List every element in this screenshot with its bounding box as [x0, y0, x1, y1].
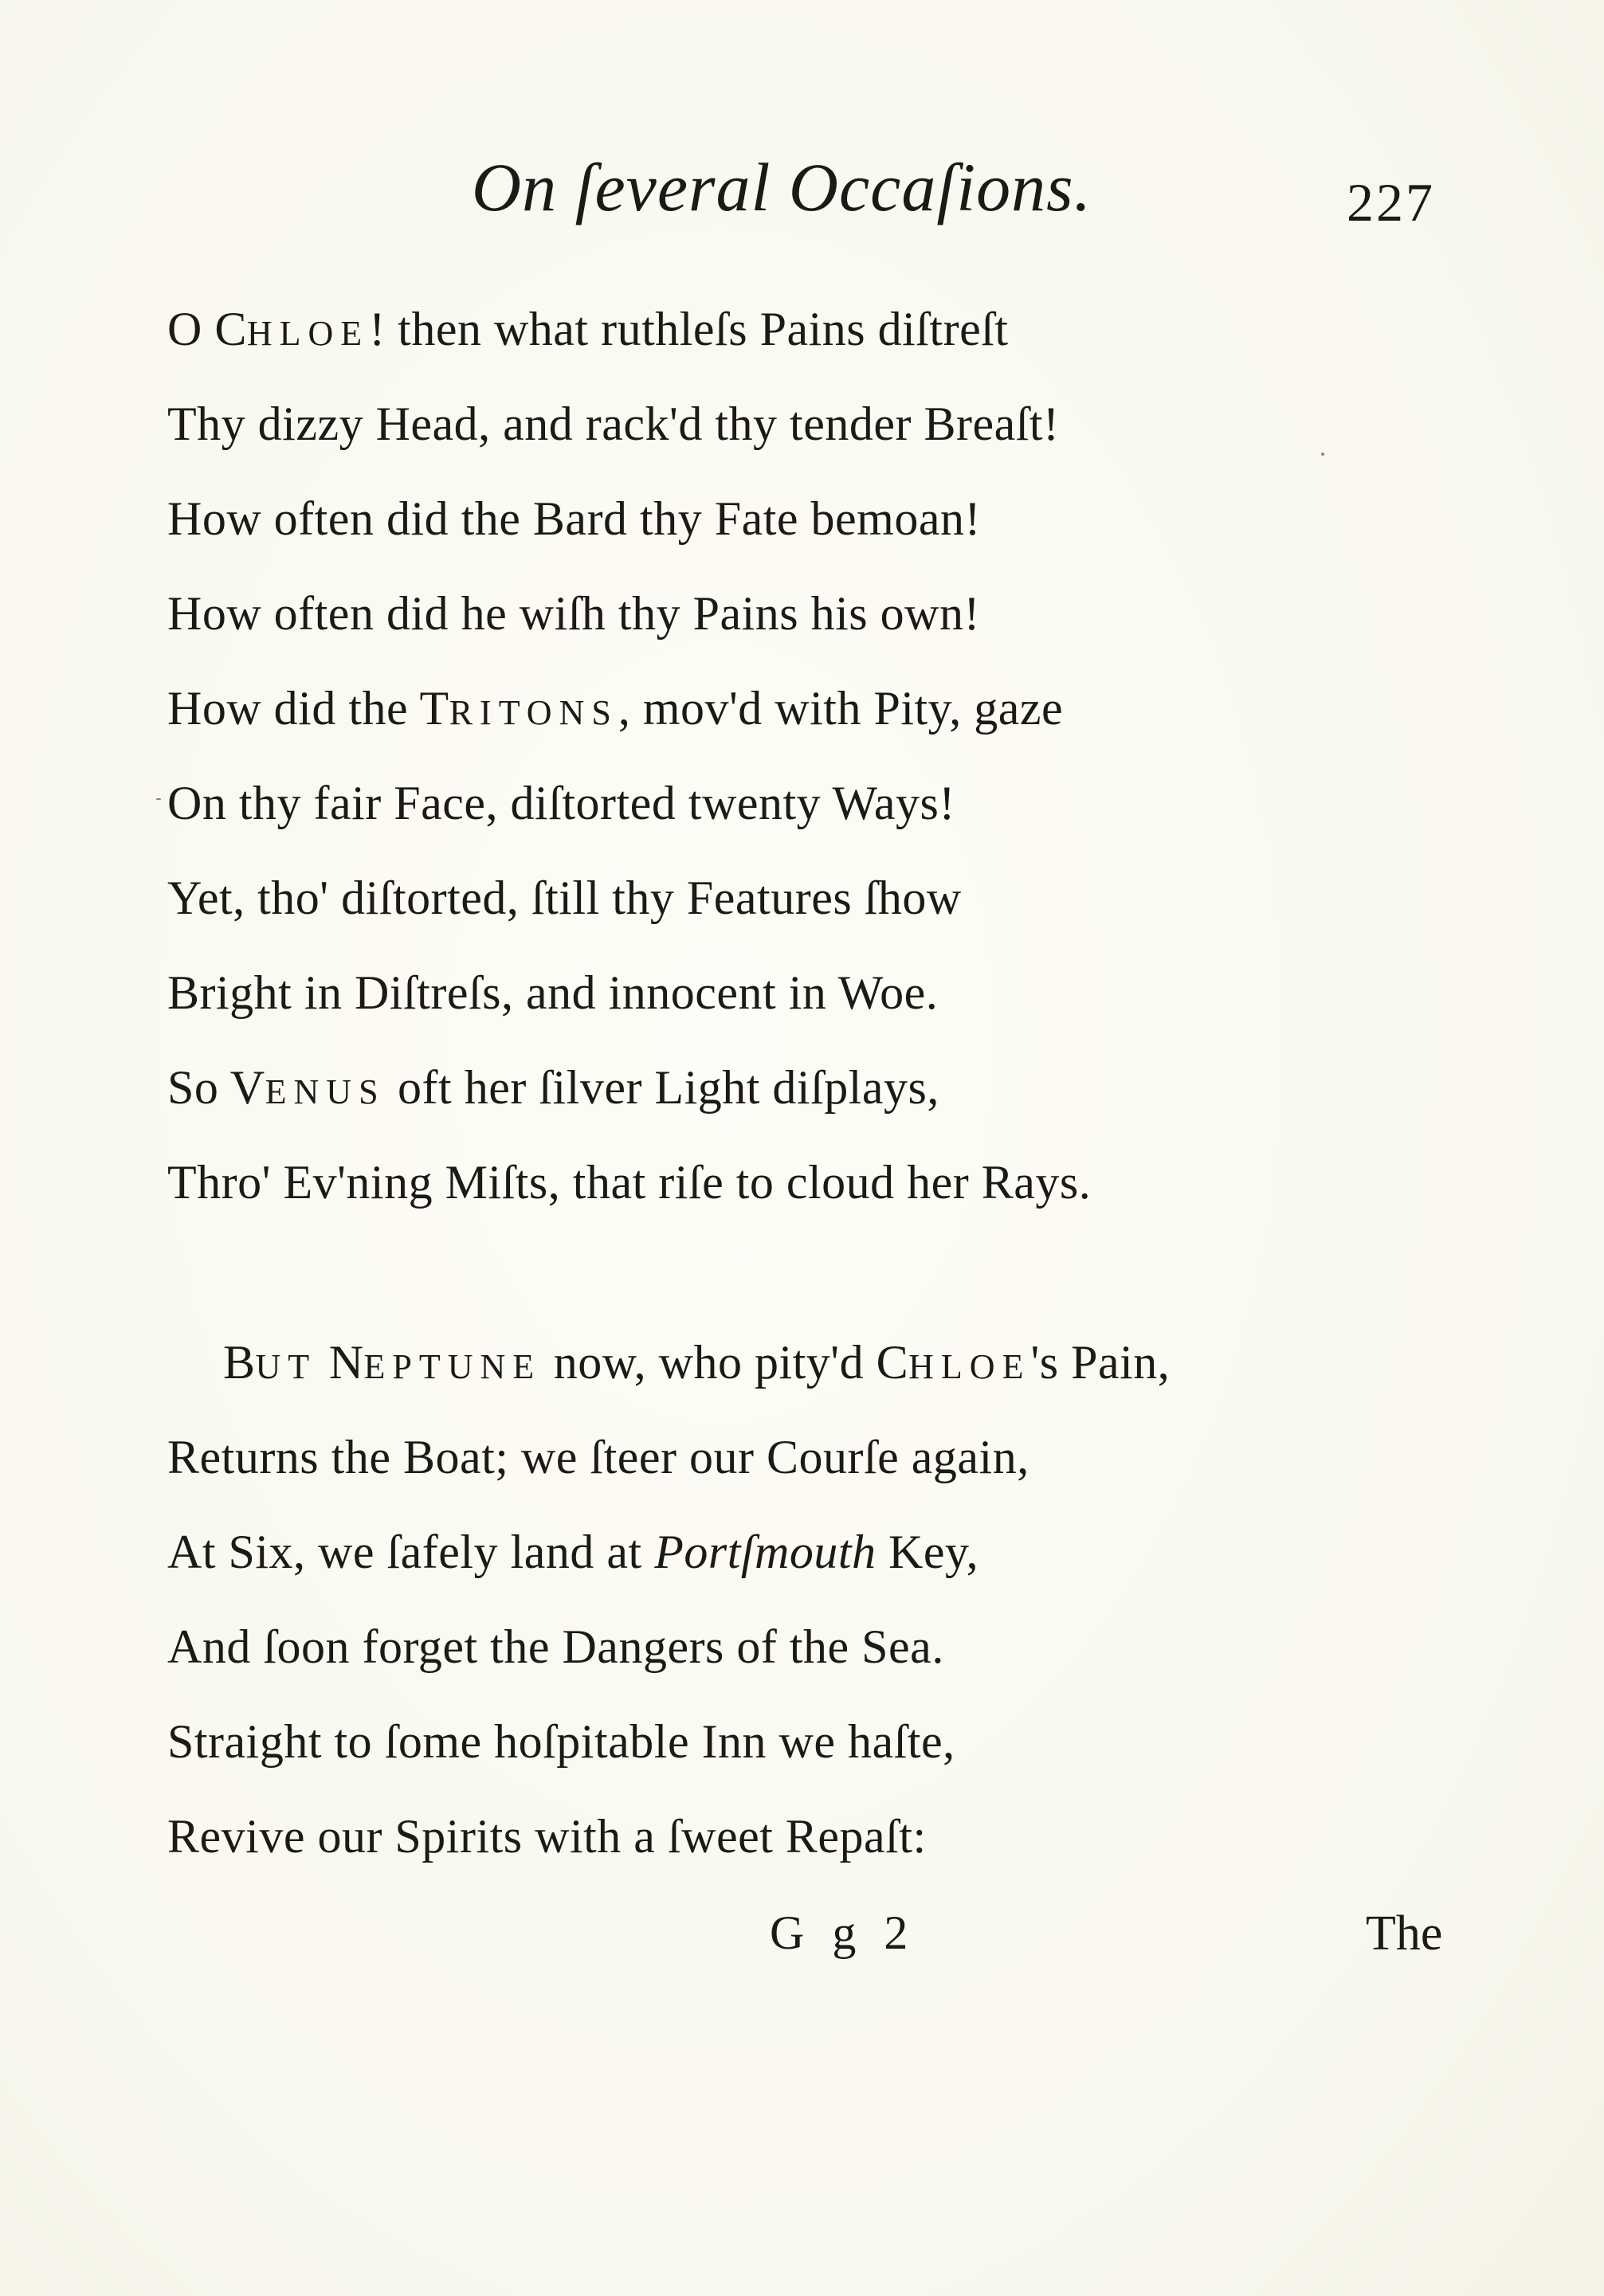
verse-line: Yet, tho' diſtorted, ſtill thy Features ſhow — [167, 872, 962, 924]
verse-text: ! then what ruthleſs Pains diſtreſt — [369, 303, 1009, 355]
signature-mark: G g 2 — [770, 1906, 916, 1959]
small-caps-name: EPTUNE — [363, 1347, 542, 1386]
verse-line: And ſoon forget the Dangers of the Sea. — [167, 1620, 944, 1673]
verse-text: oft her ſilver Light diſplays, — [385, 1061, 939, 1114]
verse-text: O — [167, 303, 215, 355]
running-title: On ſeveral Occaſions. — [472, 149, 1092, 225]
small-caps-initial: N — [328, 1336, 364, 1389]
small-caps-initial: B — [223, 1336, 256, 1389]
verse-line: Returns the Boat; we ſteer our Courſe again, — [167, 1431, 1029, 1483]
page-number: 227 — [1347, 172, 1435, 233]
verse-text: So — [167, 1061, 230, 1114]
verse-line — [223, 1336, 1171, 1389]
small-caps-initial: C — [214, 303, 247, 355]
small-caps-initial: T — [419, 682, 449, 735]
verse-line: How often did he wiſh thy Pains his own! — [167, 587, 980, 640]
verse-text: At Six, we ſafely land at — [167, 1526, 655, 1578]
verse-line: On thy fair Face, diſtorted twenty Ways! — [167, 777, 955, 829]
ink-speck — [156, 798, 161, 800]
ink-speck — [1321, 453, 1324, 456]
verse-line: How often did the Bard thy Fate bemoan! — [167, 492, 981, 545]
small-caps-name: HLOE — [246, 314, 370, 353]
verse-line — [167, 1528, 978, 1576]
catchword: The — [1366, 1906, 1443, 1961]
verse-line: Bright in Diſtreſs, and innocent in Woe. — [167, 966, 939, 1019]
small-caps-name: HLOE — [908, 1347, 1031, 1386]
small-caps-name: RITONS — [449, 693, 618, 732]
verse-line: Thro' Ev'ning Miſts, that riſe to cloud her Rays. — [167, 1156, 1092, 1209]
small-caps-word: UT — [255, 1347, 317, 1386]
verse-line: Straight to ſome hoſpitable Inn we haſte, — [167, 1715, 955, 1768]
verse-text: now, who pity'd — [541, 1336, 877, 1389]
verse-line — [167, 682, 1064, 735]
italic-place-name: Portſmouth — [654, 1526, 877, 1578]
verse-line — [167, 305, 1009, 353]
verse-line — [167, 1061, 939, 1114]
small-caps-name: ENUS — [265, 1072, 386, 1111]
small-caps-initial: V — [229, 1061, 265, 1114]
verse-text: , mov'd with Pity, gaze — [618, 682, 1064, 735]
verse-text: How did the — [167, 682, 420, 735]
verse-text: Key, — [876, 1526, 979, 1578]
verse-line: Thy dizzy Head, and rack'd thy tender Breaſt! — [167, 398, 1060, 450]
small-caps-initial: C — [876, 1336, 909, 1389]
verse-text: 's Pain, — [1030, 1336, 1171, 1389]
verse-line: Revive our Spirits with a ſweet Repaſt: — [167, 1810, 927, 1863]
